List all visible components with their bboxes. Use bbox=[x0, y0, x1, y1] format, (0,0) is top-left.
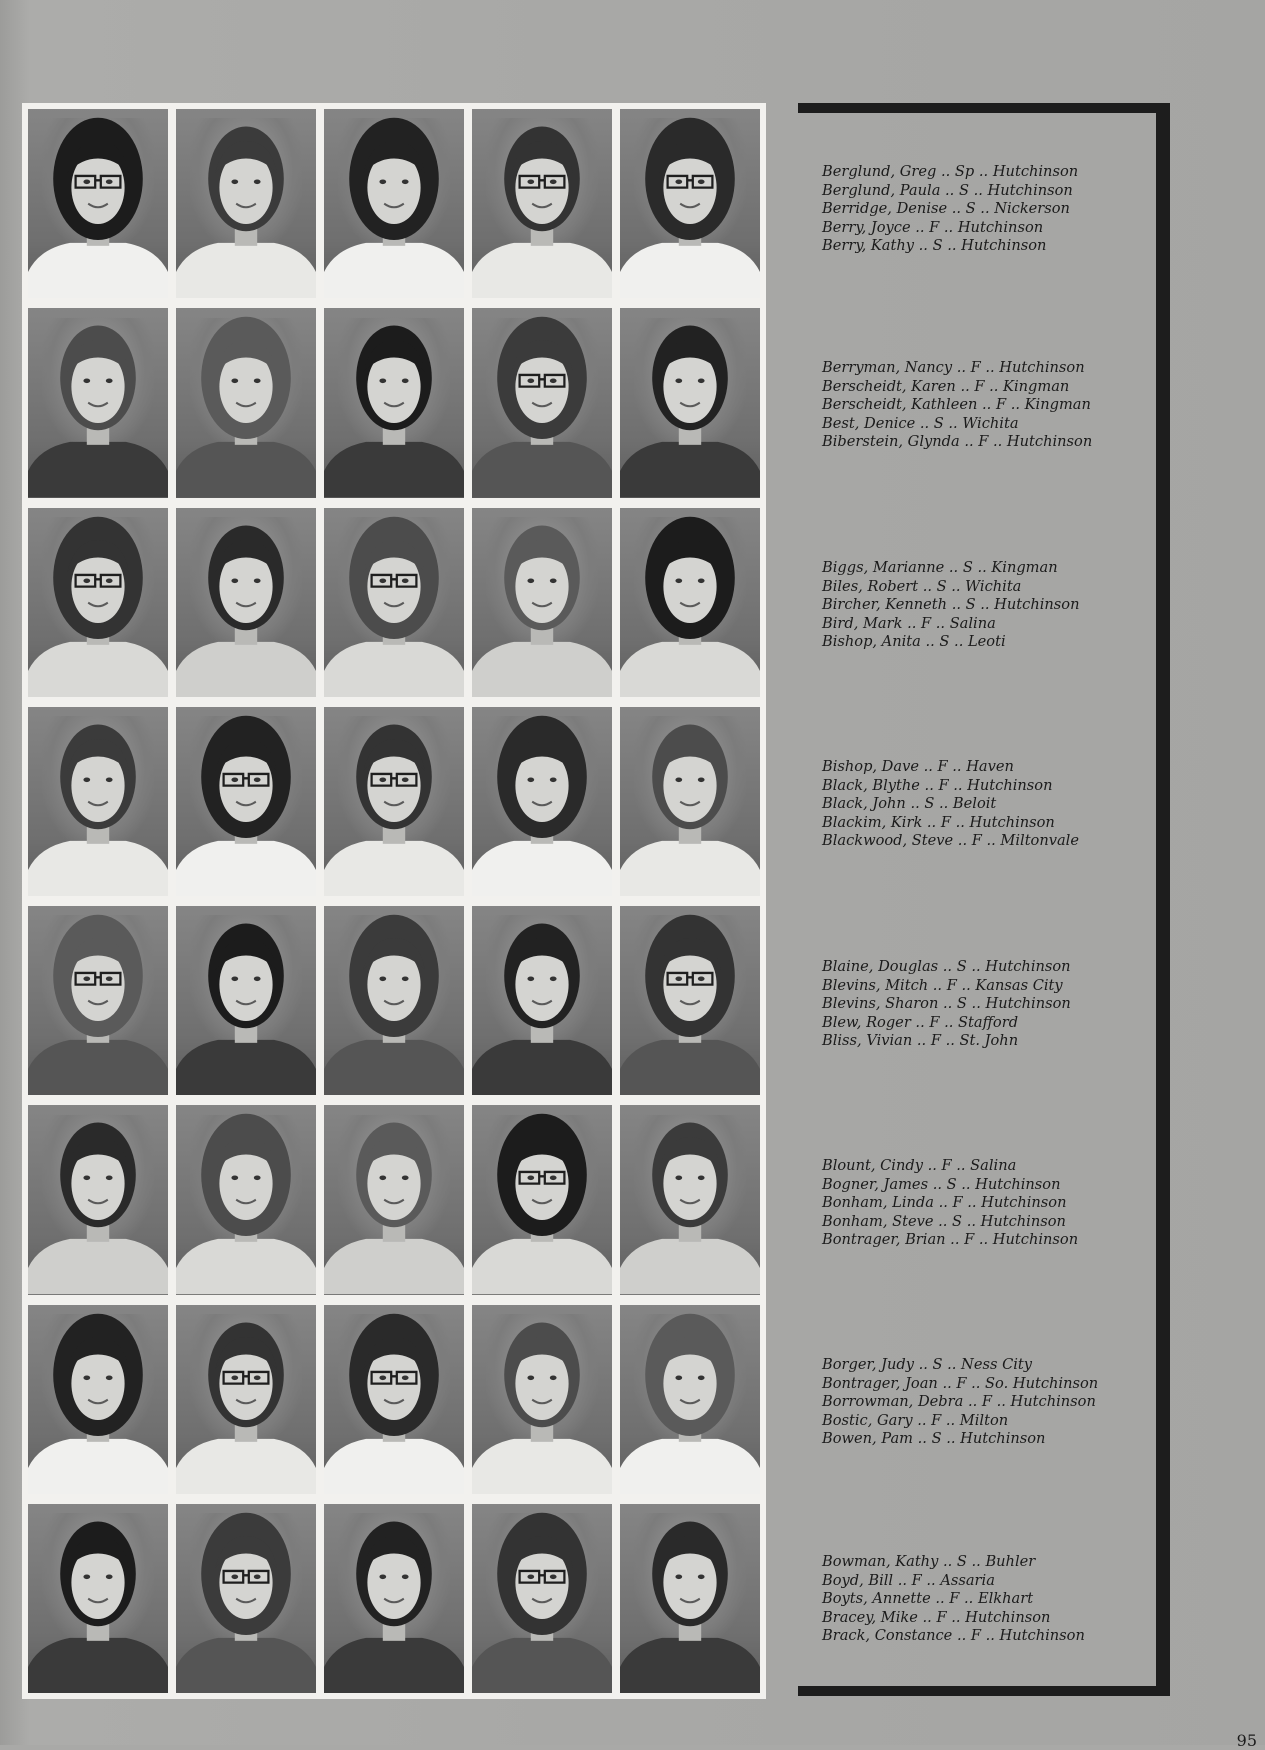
page-number: 95 bbox=[1236, 1731, 1257, 1750]
caption-name: Bontrager, Joan .. F .. So. Hutchinson bbox=[822, 1374, 1099, 1392]
student-portrait bbox=[324, 1504, 464, 1693]
caption-block-row-5 bbox=[822, 958, 1152, 1051]
student-portrait bbox=[28, 707, 168, 896]
caption-name: Blaine, Douglas .. S .. Hutchinson bbox=[822, 958, 1071, 975]
student-portrait bbox=[28, 508, 168, 697]
student-portrait bbox=[324, 1105, 464, 1294]
student-portrait bbox=[28, 1504, 168, 1693]
student-portrait bbox=[620, 508, 760, 697]
caption-name: Bracey, Mike .. F .. Hutchinson bbox=[822, 1608, 1051, 1626]
caption-block-row-6 bbox=[822, 1157, 1152, 1250]
portrait-figure bbox=[28, 308, 168, 497]
portrait-figure bbox=[324, 508, 464, 697]
student-portrait bbox=[176, 906, 316, 1095]
student-portrait bbox=[620, 1504, 760, 1693]
student-portrait bbox=[620, 1305, 760, 1494]
student-portrait bbox=[472, 1105, 612, 1294]
caption-name: Berry, Joyce .. F .. Hutchinson bbox=[822, 218, 1044, 236]
student-portrait bbox=[620, 707, 760, 896]
student-portrait bbox=[620, 1105, 760, 1294]
caption-name: Berridge, Denise .. S .. Nickerson bbox=[822, 200, 1070, 218]
caption-name: Black, Blythe .. F .. Hutchinson bbox=[822, 776, 1053, 794]
portrait-figure bbox=[620, 707, 760, 896]
caption-name: Berglund, Paula .. S .. Hutchinson bbox=[822, 181, 1073, 199]
caption-name: Bontrager, Brian .. F .. Hutchinson bbox=[822, 1231, 1079, 1249]
portrait-figure bbox=[620, 109, 760, 298]
portrait-figure bbox=[176, 707, 316, 896]
student-portrait bbox=[472, 707, 612, 896]
portrait-figure bbox=[324, 1105, 464, 1294]
caption-name: Biberstein, Glynda .. F .. Hutchinson bbox=[822, 433, 1093, 451]
portrait-figure bbox=[620, 508, 760, 697]
portrait-figure bbox=[176, 1504, 316, 1693]
portrait-figure bbox=[324, 308, 464, 497]
portrait-figure bbox=[28, 707, 168, 896]
caption-name: Black, John .. S .. Beloit bbox=[822, 795, 997, 813]
student-portrait bbox=[176, 707, 316, 896]
caption-block-row-2 bbox=[822, 359, 1152, 452]
caption-name: Berglund, Greg .. Sp .. Hutchinson bbox=[822, 163, 1079, 180]
caption-name: Bowman, Kathy .. S .. Buhler bbox=[822, 1553, 1036, 1570]
portrait-figure bbox=[28, 508, 168, 697]
caption-block-row-3 bbox=[822, 559, 1152, 652]
student-portrait bbox=[620, 906, 760, 1095]
caption-name: Bonham, Linda .. F .. Hutchinson bbox=[822, 1194, 1067, 1212]
student-portrait bbox=[324, 308, 464, 497]
caption-block-row-4 bbox=[822, 758, 1152, 851]
student-portrait bbox=[324, 508, 464, 697]
student-portrait bbox=[28, 109, 168, 298]
student-portrait bbox=[28, 1305, 168, 1494]
portrait-figure bbox=[620, 1504, 760, 1693]
caption-name: Bonham, Steve .. S .. Hutchinson bbox=[822, 1212, 1066, 1230]
portrait-figure bbox=[472, 308, 612, 497]
caption-block-row-1 bbox=[822, 163, 1152, 256]
student-portrait bbox=[176, 508, 316, 697]
caption-name: Borrowman, Debra .. F .. Hutchinson bbox=[822, 1393, 1096, 1411]
caption-name: Best, Denice .. S .. Wichita bbox=[822, 414, 1019, 432]
portrait-figure bbox=[176, 508, 316, 697]
portrait-figure bbox=[28, 906, 168, 1095]
caption-name: Blevins, Sharon .. S .. Hutchinson bbox=[822, 995, 1071, 1013]
student-portrait bbox=[324, 1305, 464, 1494]
portrait-figure bbox=[472, 1504, 612, 1693]
portrait-figure bbox=[472, 1305, 612, 1494]
caption-name: Berry, Kathy .. S .. Hutchinson bbox=[822, 237, 1047, 255]
student-portrait bbox=[176, 1504, 316, 1693]
portrait-figure bbox=[472, 109, 612, 298]
caption-name: Blackim, Kirk .. F .. Hutchinson bbox=[822, 813, 1055, 831]
portrait-figure bbox=[620, 906, 760, 1095]
caption-bracket bbox=[798, 103, 1170, 1696]
student-portrait bbox=[620, 308, 760, 497]
caption-name: Boyd, Bill .. F .. Assaria bbox=[822, 1571, 995, 1589]
portrait-figure bbox=[176, 308, 316, 497]
portrait-figure bbox=[472, 508, 612, 697]
caption-name: Brack, Constance .. F .. Hutchinson bbox=[822, 1627, 1085, 1645]
portrait-figure bbox=[28, 109, 168, 298]
caption-name: Bowen, Pam .. S .. Hutchinson bbox=[822, 1430, 1046, 1448]
caption-name: Berryman, Nancy .. F .. Hutchinson bbox=[822, 359, 1085, 376]
caption-name: Borger, Judy .. S .. Ness City bbox=[822, 1356, 1033, 1373]
student-portrait bbox=[324, 906, 464, 1095]
student-portrait bbox=[472, 1504, 612, 1693]
portrait-figure bbox=[472, 1105, 612, 1294]
caption-block-row-8 bbox=[822, 1553, 1152, 1646]
caption-name: Berscheidt, Kathleen .. F .. Kingman bbox=[822, 396, 1091, 414]
student-portrait bbox=[176, 1105, 316, 1294]
caption-name: Bostic, Gary .. F .. Milton bbox=[822, 1411, 1009, 1429]
student-portrait bbox=[472, 906, 612, 1095]
portrait-figure bbox=[472, 906, 612, 1095]
student-portrait bbox=[28, 1105, 168, 1294]
portrait-grid bbox=[22, 103, 766, 1699]
portrait-figure bbox=[620, 1105, 760, 1294]
portrait-figure bbox=[324, 1504, 464, 1693]
student-portrait bbox=[176, 109, 316, 298]
portrait-figure bbox=[620, 308, 760, 497]
portrait-figure bbox=[176, 1305, 316, 1494]
portrait-figure bbox=[176, 1105, 316, 1294]
caption-name: Bishop, Anita .. S .. Leoti bbox=[822, 633, 1006, 651]
caption-name: Bircher, Kenneth .. S .. Hutchinson bbox=[822, 596, 1080, 614]
student-portrait bbox=[324, 109, 464, 298]
caption-name: Bogner, James .. S .. Hutchinson bbox=[822, 1175, 1061, 1193]
student-portrait bbox=[176, 1305, 316, 1494]
portrait-figure bbox=[472, 707, 612, 896]
caption-name: Berscheidt, Karen .. F .. Kingman bbox=[822, 377, 1070, 395]
portrait-figure bbox=[28, 1105, 168, 1294]
student-portrait bbox=[620, 109, 760, 298]
caption-name: Blount, Cindy .. F .. Salina bbox=[822, 1157, 1017, 1174]
portrait-figure bbox=[324, 1305, 464, 1494]
portrait-figure bbox=[28, 1504, 168, 1693]
caption-block-row-7 bbox=[822, 1356, 1152, 1449]
caption-name: Biggs, Marianne .. S .. Kingman bbox=[822, 559, 1058, 576]
student-portrait bbox=[28, 308, 168, 497]
caption-name: Bird, Mark .. F .. Salina bbox=[822, 614, 996, 632]
student-portrait bbox=[324, 707, 464, 896]
caption-name: Boyts, Annette .. F .. Elkhart bbox=[822, 1590, 1034, 1608]
caption-name: Blackwood, Steve .. F .. Miltonvale bbox=[822, 832, 1079, 850]
student-portrait bbox=[28, 906, 168, 1095]
caption-name: Biles, Robert .. S .. Wichita bbox=[822, 577, 1022, 595]
caption-name: Bliss, Vivian .. F .. St. John bbox=[822, 1032, 1019, 1050]
portrait-figure bbox=[324, 707, 464, 896]
portrait-figure bbox=[324, 109, 464, 298]
student-portrait bbox=[472, 109, 612, 298]
portrait-figure bbox=[620, 1305, 760, 1494]
portrait-figure bbox=[28, 1305, 168, 1494]
portrait-figure bbox=[324, 906, 464, 1095]
caption-name: Blew, Roger .. F .. Stafford bbox=[822, 1013, 1019, 1031]
caption-name: Blevins, Mitch .. F .. Kansas City bbox=[822, 976, 1063, 994]
portrait-figure bbox=[176, 109, 316, 298]
student-portrait bbox=[472, 308, 612, 497]
portrait-figure bbox=[176, 906, 316, 1095]
student-portrait bbox=[176, 308, 316, 497]
student-portrait bbox=[472, 508, 612, 697]
student-portrait bbox=[472, 1305, 612, 1494]
caption-name: Bishop, Dave .. F .. Haven bbox=[822, 758, 1014, 775]
